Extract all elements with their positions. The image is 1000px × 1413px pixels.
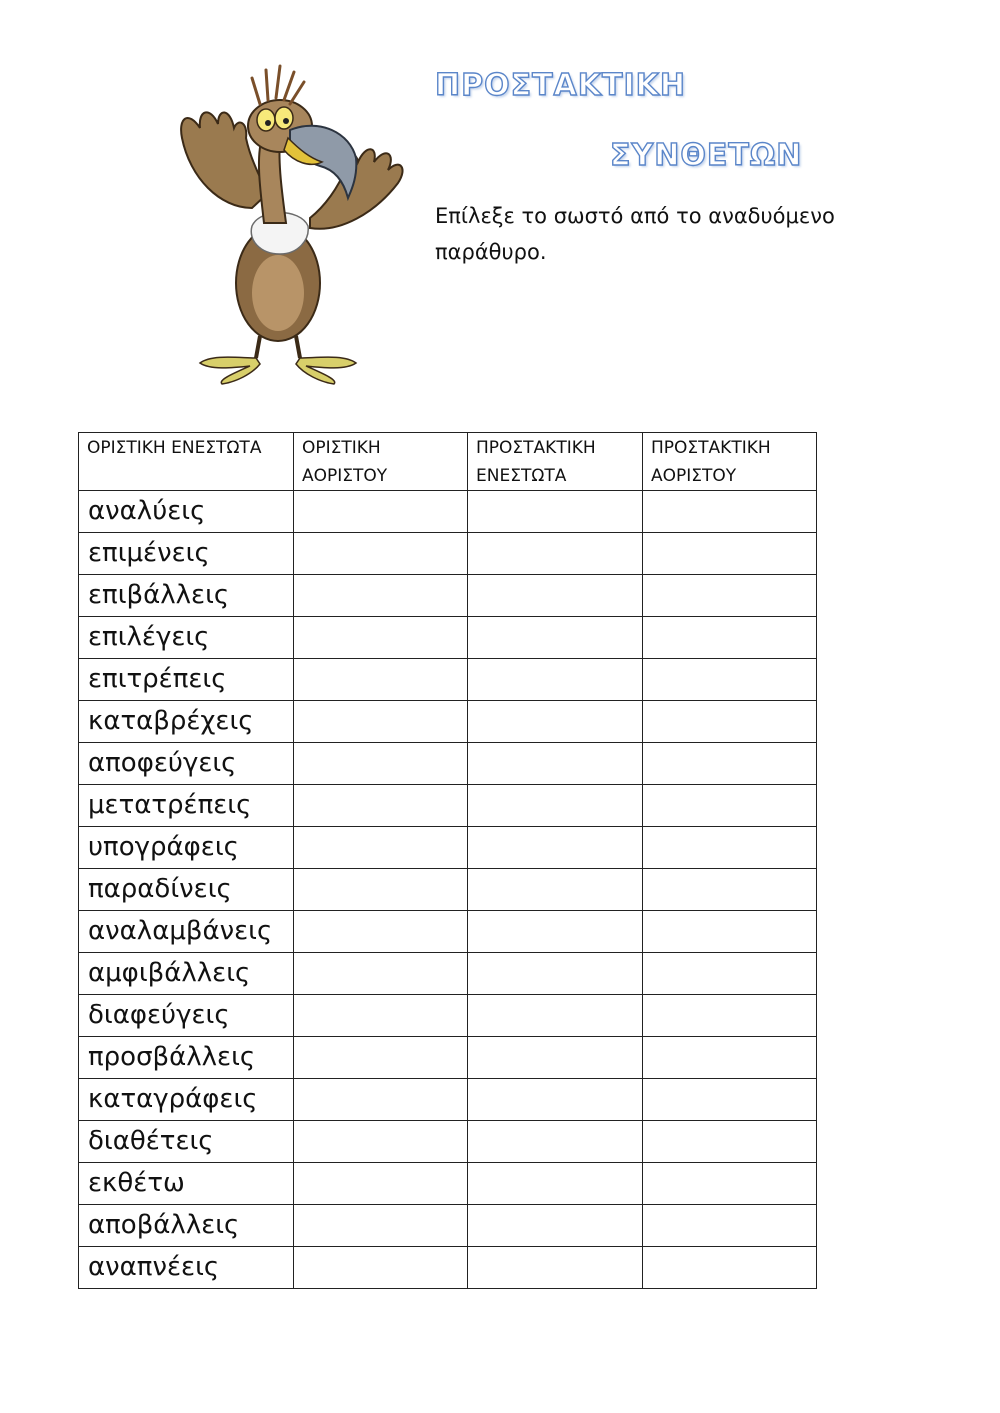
verb-cell: παραδίνεις [79, 869, 294, 911]
table-row [79, 785, 817, 827]
column-header-aorist-indicative: ΟΡΙΣΤΙΚΗ ΑΟΡΙΣΤΟΥ [294, 433, 468, 491]
answer-cell-aorist-imperative[interactable] [643, 995, 817, 1037]
answer-cell-present-imperative[interactable] [468, 785, 643, 827]
verb-cell: διαθέτεις [79, 1121, 294, 1163]
answer-cell-aorist-indicative[interactable] [294, 1163, 468, 1205]
verb-cell: αποφεύγεις [79, 743, 294, 785]
answer-cell-aorist-indicative[interactable] [294, 1037, 468, 1079]
answer-cell-aorist-indicative[interactable] [294, 785, 468, 827]
answer-cell-aorist-imperative[interactable] [643, 785, 817, 827]
verb-cell: υπογράφεις [79, 827, 294, 869]
page-title: ΠΡΟΣΤΑΚΤΙΚΗ [435, 68, 686, 103]
table-row [79, 701, 817, 743]
column-header-present-imperative: ΠΡΟΣΤΑΚΤΙΚΗ ΕΝΕΣΤΩΤΑ [468, 433, 643, 491]
answer-cell-present-imperative[interactable] [468, 827, 643, 869]
table-row [79, 827, 817, 869]
verb-cell: επιμένεις [79, 533, 294, 575]
answer-cell-aorist-imperative[interactable] [643, 869, 817, 911]
verb-cell: αναλύεις [79, 491, 294, 533]
table-row [79, 911, 817, 953]
answer-cell-aorist-indicative[interactable] [294, 1205, 468, 1247]
table-row [79, 869, 817, 911]
answer-cell-aorist-imperative[interactable] [643, 1121, 817, 1163]
answer-cell-present-imperative[interactable] [468, 995, 643, 1037]
answer-cell-aorist-imperative[interactable] [643, 1037, 817, 1079]
answer-cell-present-imperative[interactable] [468, 953, 643, 995]
table-row [79, 659, 817, 701]
verb-cell: αμφιβάλλεις [79, 953, 294, 995]
table-row [79, 1163, 817, 1205]
answer-cell-present-imperative[interactable] [468, 743, 643, 785]
table-row [79, 953, 817, 995]
answer-cell-aorist-imperative[interactable] [643, 1247, 817, 1289]
answer-cell-aorist-indicative[interactable] [294, 1247, 468, 1289]
answer-cell-aorist-indicative[interactable] [294, 1121, 468, 1163]
verb-cell: εκθέτω [79, 1163, 294, 1205]
verb-cell: επιβάλλεις [79, 575, 294, 617]
table-row [79, 1121, 817, 1163]
verb-cell: προσβάλλεις [79, 1037, 294, 1079]
table-row [79, 533, 817, 575]
column-header-present-indicative: ΟΡΙΣΤΙΚΗ ΕΝΕΣΤΩΤΑ [79, 433, 294, 491]
verb-table [78, 432, 817, 1289]
table-row [79, 1079, 817, 1121]
answer-cell-present-imperative[interactable] [468, 1079, 643, 1121]
table-row [79, 617, 817, 659]
answer-cell-present-imperative[interactable] [468, 491, 643, 533]
answer-cell-aorist-imperative[interactable] [643, 911, 817, 953]
answer-cell-aorist-indicative[interactable] [294, 701, 468, 743]
verb-cell: διαφεύγεις [79, 995, 294, 1037]
page-subtitle: ΣΥΝΘΕΤΩΝ [610, 138, 803, 173]
answer-cell-aorist-indicative[interactable] [294, 617, 468, 659]
answer-cell-aorist-indicative[interactable] [294, 995, 468, 1037]
answer-cell-present-imperative[interactable] [468, 911, 643, 953]
answer-cell-aorist-imperative[interactable] [643, 743, 817, 785]
answer-cell-present-imperative[interactable] [468, 1037, 643, 1079]
answer-cell-aorist-imperative[interactable] [643, 1205, 817, 1247]
verb-cell: καταγράφεις [79, 1079, 294, 1121]
verb-cell: αποβάλλεις [79, 1205, 294, 1247]
answer-cell-aorist-indicative[interactable] [294, 575, 468, 617]
answer-cell-aorist-imperative[interactable] [643, 491, 817, 533]
answer-cell-aorist-indicative[interactable] [294, 827, 468, 869]
answer-cell-aorist-indicative[interactable] [294, 953, 468, 995]
table-row [79, 995, 817, 1037]
answer-cell-aorist-indicative[interactable] [294, 659, 468, 701]
answer-cell-present-imperative[interactable] [468, 1205, 643, 1247]
answer-cell-present-imperative[interactable] [468, 869, 643, 911]
answer-cell-aorist-imperative[interactable] [643, 953, 817, 995]
table-row [79, 575, 817, 617]
answer-cell-present-imperative[interactable] [468, 617, 643, 659]
verb-cell: καταβρέχεις [79, 701, 294, 743]
answer-cell-present-imperative[interactable] [468, 1163, 643, 1205]
answer-cell-aorist-indicative[interactable] [294, 1079, 468, 1121]
answer-cell-aorist-imperative[interactable] [643, 617, 817, 659]
verb-cell: επιλέγεις [79, 617, 294, 659]
answer-cell-aorist-indicative[interactable] [294, 491, 468, 533]
answer-cell-aorist-imperative[interactable] [643, 533, 817, 575]
answer-cell-present-imperative[interactable] [468, 575, 643, 617]
answer-cell-aorist-imperative[interactable] [643, 659, 817, 701]
answer-cell-aorist-indicative[interactable] [294, 869, 468, 911]
answer-cell-aorist-imperative[interactable] [643, 1163, 817, 1205]
answer-cell-present-imperative[interactable] [468, 1121, 643, 1163]
table-row [79, 1037, 817, 1079]
verb-cell: αναπνέεις [79, 1247, 294, 1289]
table-header-row [79, 433, 817, 491]
verb-cell: επιτρέπεις [79, 659, 294, 701]
answer-cell-aorist-imperative[interactable] [643, 1079, 817, 1121]
answer-cell-aorist-indicative[interactable] [294, 533, 468, 575]
answer-cell-present-imperative[interactable] [468, 701, 643, 743]
answer-cell-aorist-imperative[interactable] [643, 827, 817, 869]
instruction-text: Επίλεξε το σωστό από το αναδυόμενο παράθυρο. [435, 204, 835, 264]
verb-cell: μετατρέπεις [79, 785, 294, 827]
answer-cell-aorist-imperative[interactable] [643, 575, 817, 617]
table-body [79, 491, 817, 1289]
table-row [79, 1247, 817, 1289]
answer-cell-aorist-imperative[interactable] [643, 701, 817, 743]
answer-cell-present-imperative[interactable] [468, 1247, 643, 1289]
cartoon-vulture-icon [160, 58, 420, 388]
answer-cell-present-imperative[interactable] [468, 659, 643, 701]
answer-cell-aorist-indicative[interactable] [294, 743, 468, 785]
column-header-aorist-imperative: ΠΡΟΣΤΑΚΤΙΚΗ ΑΟΡΙΣΤΟΥ [643, 433, 817, 491]
answer-cell-present-imperative[interactable] [468, 533, 643, 575]
verb-cell: αναλαμβάνεις [79, 911, 294, 953]
table-row [79, 1205, 817, 1247]
table-row [79, 743, 817, 785]
table-row [79, 491, 817, 533]
answer-cell-aorist-indicative[interactable] [294, 911, 468, 953]
